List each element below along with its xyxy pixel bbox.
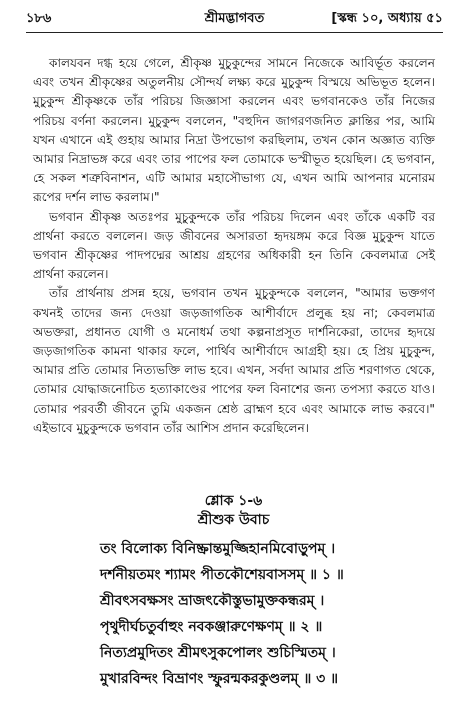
- paragraph: তাঁর প্রার্থনায় প্রসন্ন হয়ে, ভগবান তখন মুচুকুন্দকে বললেন, "আমার ভক্তগণ কখনই তাদের জন্য দেওয়া জড়জাগতিক আশীর্বাদে প্রলুব্ধ হয় না; কেবলমাত্র অভক্তরা, প্রধানত যোগী ও মনোধর্ম তথা কল্পনাপ্রসূত দার্শনিকেরা, তাদের হৃদয়ে জড়জাগতিক কামনা থাকার ফলে, পার্থিব আশীর্বাদে আগ্রহী হয়। হে প্রিয় মুচুকুন্দ, আমার প্রতি তোমার নিত্যভক্তি লাভ হবে। এখন, সর্বদা আমার প্রতি শরণাগত থেকে, তোমার যোদ্ধাজনোচিত হত্যাকাণ্ডের পাপের ফল বিনাশের জন্য তপস্যা করতে যাও। তোমার পরবর্তী জীবনে তুমি একজন শ্রেষ্ঠ ব্রাহ্মণ হবে এবং আমাকে লাভ করবে।" এইভাবে মুচুকুন্দকে ভগবান তাঁর আশিস প্রদান করেছিলেন।: [33, 286, 435, 435]
- verse-block: [0, 536, 467, 692]
- paragraph: ভগবান শ্রীকৃষ্ণ অতঃপর মুচুকুন্দকে তাঁর পরিচয় দিলেন এবং তাঁকে একটি বর প্রার্থনা করতে বললেন। জড় জীবনের অসারতা হৃদয়ঙ্গম করে বিজ্ঞ মুচুকুন্দ যাতে ভগবান শ্রীকৃষ্ণের পাদপদ্মের আশ্রয় গ্রহণের অধিকারী হন তিনি কেবলমাত্র সেই প্রার্থনা করলেন।: [33, 209, 435, 282]
- verse-line: শ্রীবৎসবক্ষসং ভ্রাজৎকৌস্তুভামুক্তকন্ধরম্ ।: [100, 593, 325, 609]
- paragraph: কালযবন দগ্ধ হয়ে গেলে, শ্রীকৃষ্ণ মুচুকুন্দের সামনে নিজেকে আবির্ভূত করলেন এবং তখন শ্রীকৃষ্ণের অতুলনীয় সৌন্দর্য লক্ষ্য করে মুচুকুন্দ বিস্ময়ে অভিভূত হলেন। মুচুকুন্দ শ্রীকৃষ্ণকে তাঁর পরিচয় জিজ্ঞাসা করলেন এবং ভগবানকেও তাঁর নিজের পরিচয় বর্ণনা করলেন। মুচুকুন্দ বললেন, "বহুদিন জাগরণজনিত ক্লান্তির পর, আমি যখন এখানে এই গুহায় আমার নিদ্রা উপভোগ করছিলাম, তখন কোন অজ্ঞাত ব্যক্তি আমার নিদ্রাভঙ্গ করে এবং তার পাপের ফল তোমাকে ভস্মীভূত হয়েছিল। হে ভগবান, হে সকল শত্রুবিনাশন, এটি আমার মহাসৌভাগ্য যে, এখন আমি আপনার মনোরম রূপের দর্শন লাভ করলাম।": [33, 56, 435, 205]
- page-header: [26, 8, 443, 30]
- page-number: ১৮৬: [26, 10, 52, 26]
- verse-line: পৃথুদীর্ঘচতুর্বাহুং নবকঞ্জারুণেক্ষণম্ ॥ ২ ॥: [100, 619, 323, 635]
- verse-line: তং বিলোক্য বিনিষ্ক্রান্তমুজ্জিহানমিবোড়ুপম্ ।: [100, 541, 336, 557]
- speaker-heading: শ্রীশুক উবাচ: [197, 512, 270, 528]
- verse-line: দর্শনীয়তমং শ্যামং পীতকৌশেয়বাসসম্ ॥ ১ ॥: [100, 567, 344, 583]
- verse-line: নিত্যপ্রমুদিতং শ্রীমৎসুকপোলং শুচিস্মিতম্ ।: [100, 645, 336, 661]
- header-rule: [26, 32, 443, 33]
- summary-text: [33, 54, 435, 438]
- verse-section: [0, 492, 467, 692]
- book-title: শ্রীমদ্ভাগবত: [204, 10, 265, 26]
- verse-line: মুখারবিন্দং বিভ্রাণং স্ফুরন্মকরকুণ্ডলম্ ॥ ৩ ॥: [100, 671, 339, 687]
- sloka-heading: শ্লোক ১-৬: [204, 493, 263, 509]
- chapter-reference: [স্কন্ধ ১০, অধ্যায় ৫১: [331, 10, 443, 26]
